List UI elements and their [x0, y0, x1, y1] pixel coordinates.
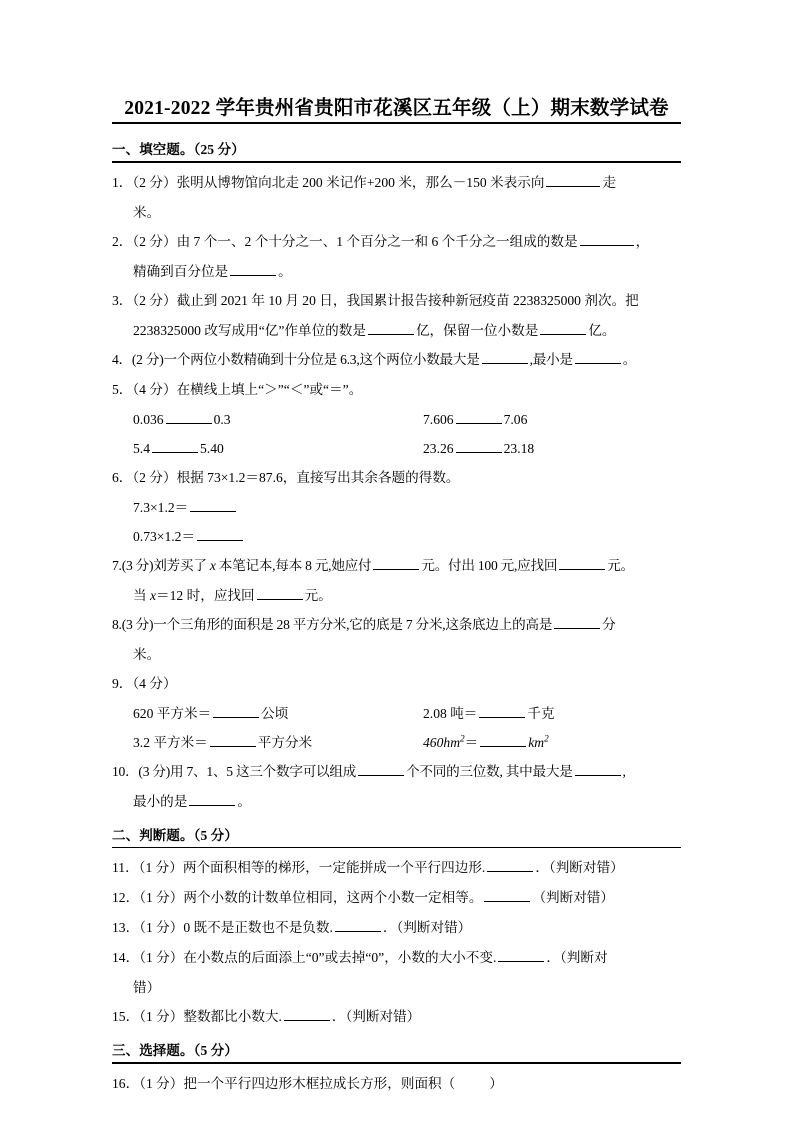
answer-blank[interactable]	[210, 746, 256, 747]
question-14-text-a: 14．（1 分）在小数点的后面添上“0”或去掉“0”，小数的大小不变.	[112, 950, 497, 966]
question-7-text-e: 当	[133, 587, 147, 603]
question-3-text-a: 3．（2 分）截止到 2021 年 10 月 20 日，我国累计报告接种新冠疫苗 2238325000 剂次。把	[112, 292, 639, 308]
question-9	[112, 670, 681, 697]
question-9-row-1	[112, 700, 681, 727]
section-heading-fill-in-blank: 一、填空题。（25 分）	[112, 142, 245, 158]
question-4-text-a: 4．(2 分)一个两位小数精确到十分位是 6.3,这个两位小数最大是	[112, 351, 480, 367]
compare-value-left: 23.26	[423, 440, 454, 456]
variable-x: x	[209, 557, 216, 573]
title-divider	[112, 122, 681, 124]
question-9-row-2-left	[133, 729, 423, 756]
question-9-row-1-right	[423, 700, 681, 727]
conversion-from: 3.2 平方米＝	[133, 734, 208, 750]
question-10-text-a: 10．(3 分)用 7、1、5 这三个数字可以组成	[112, 763, 357, 779]
question-1-line-2: 米。	[133, 204, 161, 220]
answer-blank[interactable]	[197, 540, 243, 541]
question-14	[112, 944, 681, 971]
conversion-from: 460hm	[423, 734, 461, 750]
question-12	[112, 884, 681, 911]
expression: 7.3×1.2＝	[133, 499, 189, 515]
question-10-text-d: 最小的是	[133, 793, 188, 809]
equals-sign: ＝	[464, 734, 479, 750]
question-8-text-a: 8.(3 分)一个三角形的面积是 28 平方分米,它的底是 7 分米,这条底边上的高是	[112, 616, 553, 632]
question-2-text-a: 2．（2 分）由 7 个一、2 个十分之一、1 个百分之一和 6 个千分之一组成的数是	[112, 233, 578, 249]
question-6	[112, 464, 681, 491]
question-9-row-2	[112, 729, 681, 756]
answer-blank[interactable]	[554, 628, 600, 629]
question-13-text-a: 13．（1 分）0 既不是正数也不是负数.	[112, 920, 333, 936]
answer-blank[interactable]	[166, 423, 212, 424]
question-12-text-b: （判断对错）	[532, 890, 614, 906]
question-4	[112, 346, 681, 373]
compare-value-right: 0.3	[213, 411, 231, 427]
answer-blank[interactable]	[213, 717, 259, 718]
answer-blank[interactable]	[575, 363, 621, 364]
question-2	[112, 228, 681, 255]
conversion-unit: 平方分米	[257, 734, 313, 750]
variable-x: x	[150, 587, 157, 603]
answer-blank[interactable]	[484, 901, 530, 902]
question-5-row-2-right	[423, 435, 681, 462]
answer-blank[interactable]	[368, 334, 414, 335]
answer-blank[interactable]	[335, 931, 381, 932]
question-9-text: 9．（4 分）	[112, 675, 177, 691]
compare-value-left: 0.036	[133, 411, 164, 427]
question-9-row-1-left	[133, 700, 423, 727]
question-6-item-2	[112, 523, 681, 550]
question-7-text-b: 本笔记本,每本 8 元,她应付	[218, 557, 372, 573]
answer-blank[interactable]	[152, 452, 198, 453]
question-3	[112, 287, 681, 314]
compare-value-left: 7.606	[423, 411, 454, 427]
conversion-unit: 公顷	[261, 705, 289, 721]
question-15-text-b: ．（判断对错）	[331, 1009, 421, 1025]
conversion-unit: km	[528, 734, 545, 750]
answer-blank[interactable]	[546, 186, 600, 187]
question-2-text-c: 精确到百分位是	[133, 263, 229, 279]
question-10	[112, 758, 681, 785]
answer-blank[interactable]	[480, 746, 526, 747]
question-5-row-1-left	[133, 406, 423, 433]
question-6-item-1	[112, 494, 681, 521]
answer-blank[interactable]	[580, 245, 634, 246]
answer-blank[interactable]	[498, 961, 544, 962]
section-heading-multiple-choice: 三、选择题。（5 分）	[112, 1043, 238, 1059]
answer-blank[interactable]	[189, 805, 235, 806]
question-11-text-a: 11．（1 分）两个面积相等的梯形，一定能拼成一个平行四边形.	[112, 860, 486, 876]
question-11-text-b: ．（判断对错）	[535, 860, 624, 876]
compare-value-left: 5.4	[133, 440, 150, 456]
question-15-text-a: 15．（1 分）整数都比小数大.	[112, 1009, 282, 1025]
question-4-text-c: 。	[622, 351, 637, 367]
page-title: 2021-2022 学年贵州省贵阳市花溪区五年级（上）期末数学试卷	[124, 98, 669, 119]
conversion-from: 2.08 吨＝	[423, 705, 478, 721]
question-10-line-2	[112, 788, 681, 815]
question-8	[112, 611, 681, 638]
question-5	[112, 376, 681, 403]
question-8-text-b: 分	[602, 616, 616, 632]
compare-value-right: 7.06	[503, 411, 528, 427]
answer-blank[interactable]	[482, 363, 528, 364]
question-3-line-2	[112, 317, 681, 344]
question-7	[112, 552, 681, 579]
answer-blank[interactable]	[456, 452, 502, 453]
answer-blank[interactable]	[575, 775, 621, 776]
question-5-text: 5．（4 分）在横线上填上“＞”“＜”或“＝”。	[112, 381, 363, 397]
question-16	[112, 1070, 681, 1097]
conversion-unit: 千克	[527, 705, 555, 721]
expression: 0.73×1.2＝	[133, 528, 196, 544]
question-5-row-2-left	[133, 435, 423, 462]
question-7-line-2	[112, 582, 681, 609]
question-14-text-b: ．（判断对	[546, 950, 608, 966]
exponent: 2	[544, 733, 549, 744]
question-9-row-2-right	[423, 729, 681, 756]
question-8-line-2: 米。	[133, 646, 161, 662]
answer-blank[interactable]	[230, 275, 276, 276]
answer-blank[interactable]	[284, 1020, 330, 1021]
section-heading-true-false: 二、判断题。（5 分）	[112, 827, 238, 843]
answer-blank[interactable]	[257, 599, 303, 600]
question-5-row-1	[112, 406, 681, 433]
section-divider-2	[112, 847, 681, 849]
answer-blank[interactable]	[540, 334, 586, 335]
question-2-text-d: 。	[278, 263, 292, 279]
question-10-text-e: 。	[237, 793, 251, 809]
question-13	[112, 914, 681, 941]
question-16-text-b: ）	[489, 1075, 503, 1091]
question-3-text-d: 亿。	[588, 322, 616, 338]
question-7-text-c: 元。付出 100 元,应找回	[421, 557, 558, 573]
answer-blank[interactable]	[190, 511, 236, 512]
compare-value-right: 23.18	[503, 440, 535, 456]
question-7-text-d: 元。	[607, 557, 634, 573]
question-10-text-c: ,	[622, 763, 626, 779]
question-3-text-c: 亿，保留一位小数是	[415, 322, 539, 338]
question-15	[112, 1003, 681, 1030]
question-10-text-b: 个不同的三位数, 其中最大是	[406, 763, 573, 779]
question-1	[112, 169, 681, 196]
question-3-text-b: 2238325000 改写成用“亿”作单位的数是	[133, 322, 366, 338]
question-7-text-g: 元。	[304, 587, 332, 603]
answer-blank[interactable]	[358, 775, 404, 776]
question-12-text-a: 12．（1 分）两个小数的计数单位相同，这两个小数一定相等。	[112, 890, 483, 906]
question-2-line-2	[112, 258, 681, 285]
question-6-text: 6．（2 分）根据 73×1.2＝87.6，直接写出其余各题的得数。	[112, 469, 460, 485]
question-2-text-b: ，	[635, 233, 650, 249]
answer-blank[interactable]	[559, 569, 605, 570]
answer-blank[interactable]	[487, 871, 533, 872]
section-divider-1	[112, 161, 681, 163]
question-7-text-f: ＝12 时，应找回	[156, 587, 255, 603]
question-1-text-b: 走	[602, 174, 617, 190]
question-11	[112, 854, 681, 881]
section-divider-3	[112, 1062, 681, 1064]
question-4-text-b: ,最小是	[529, 351, 573, 367]
exponent: 2	[460, 733, 465, 744]
answer-blank[interactable]	[373, 569, 419, 570]
compare-value-right: 5.40	[200, 440, 224, 456]
question-1-text-a: 1．（2 分）张明从博物馆向北走 200 米记作+200 米，那么－150 米表示向	[112, 174, 545, 190]
question-5-row-1-right	[423, 406, 681, 433]
question-16-text-a: 16．（1 分）把一个平行四边形木框拉成长方形，则面积（	[112, 1075, 456, 1091]
conversion-from: 620 平方米＝	[133, 705, 212, 721]
question-14-line-2: 错）	[133, 980, 161, 996]
question-7-text-a: 7.(3 分)刘芳买了	[112, 557, 207, 573]
question-13-text-b: ．（判断对错）	[382, 920, 472, 936]
question-5-row-2	[112, 435, 681, 462]
answer-blank[interactable]	[456, 423, 502, 424]
answer-blank[interactable]	[479, 717, 525, 718]
